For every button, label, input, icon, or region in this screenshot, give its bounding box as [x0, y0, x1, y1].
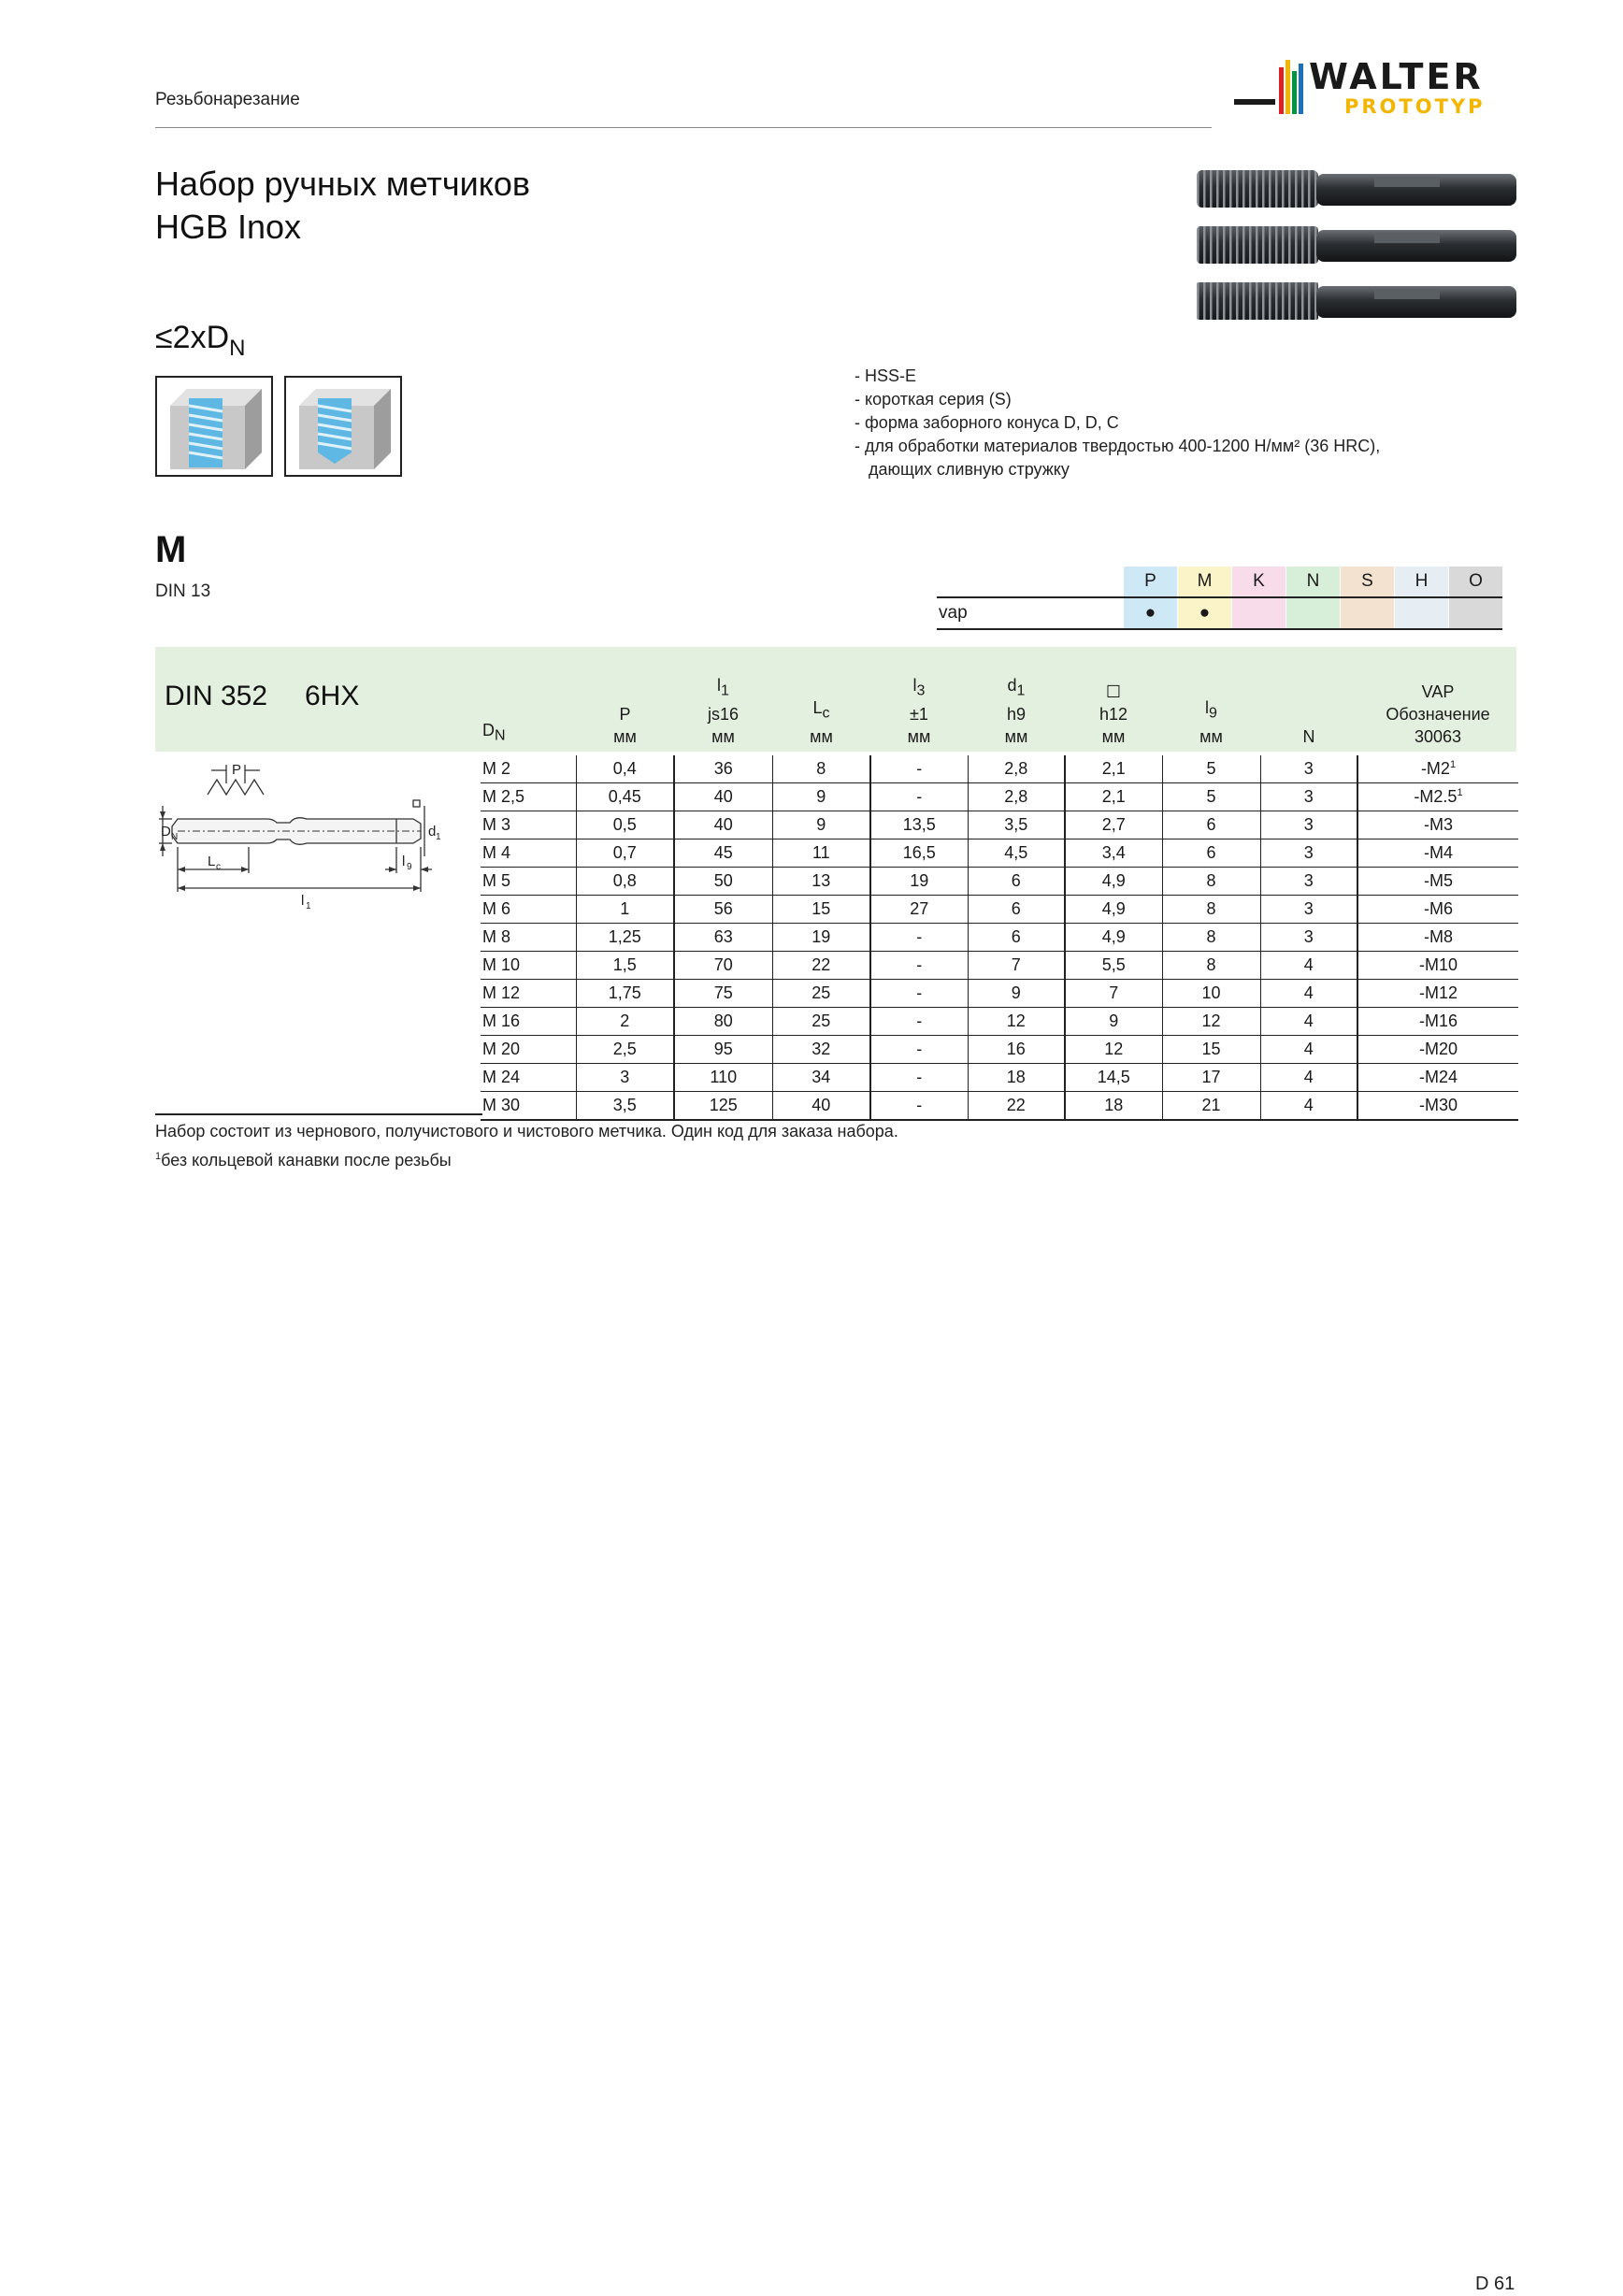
logo-subline: PROTOTYP — [1344, 95, 1486, 118]
cell-l3: - — [870, 1064, 968, 1092]
cell-dn: M 6 — [481, 896, 576, 924]
cell-sq: 7 — [1065, 980, 1162, 1008]
feature-item: - для обработки материалов твердостью 400-1200 Н/мм² (36 HRC), — [855, 437, 1381, 455]
cell-l9: 8 — [1162, 896, 1260, 924]
material-group-row — [937, 597, 1502, 629]
cell-l1: 40 — [674, 811, 772, 839]
cell-code: $-M2.5^1$ — [1357, 783, 1518, 811]
cell-l1: 36 — [674, 755, 772, 783]
cell-l9: 5 — [1162, 755, 1260, 783]
cell-l1: 70 — [674, 952, 772, 980]
cell-l9: 8 — [1162, 952, 1260, 980]
material-group-k: K — [1232, 567, 1286, 597]
material-group-s: S — [1341, 567, 1395, 597]
tap-image-taper — [1197, 165, 1516, 213]
cell-l3: 19 — [870, 868, 968, 896]
thread-standard: DIN 13 — [155, 581, 211, 601]
cell-p: 1 — [576, 896, 674, 924]
cell-code: -M20 — [1357, 1036, 1518, 1064]
cell-code: -M10 — [1357, 952, 1518, 980]
page-title-line2: HGB Inox — [155, 208, 302, 246]
cell-n: 4 — [1260, 1092, 1357, 1121]
cell-dn: M 20 — [481, 1036, 576, 1064]
cell-sq: 14,5 — [1065, 1064, 1162, 1092]
cell-lc: 40 — [772, 1092, 870, 1121]
material-applies-p: ● — [1124, 597, 1178, 629]
header-divider — [155, 127, 1212, 128]
footnote-mark: 1 — [1457, 787, 1463, 798]
cell-d1: 6 — [968, 868, 1065, 896]
cell-p: 0,8 — [576, 868, 674, 896]
note-set-composition: Набор состоит из чернового, получистового и чистового метчика. Один код для заказа набора. — [155, 1122, 898, 1141]
through-hole-icon — [155, 376, 273, 477]
cell-sq: 4,9 — [1065, 896, 1162, 924]
cell-sq: 4,9 — [1065, 924, 1162, 952]
cell-sq: 18 — [1065, 1092, 1162, 1121]
material-group-o: O — [1449, 567, 1503, 597]
cell-l1: 110 — [674, 1064, 772, 1092]
cell-n: 4 — [1260, 1064, 1357, 1092]
table-row — [481, 1008, 1518, 1036]
cell-p: 2 — [576, 1008, 674, 1036]
cell-code: -M5 — [1357, 868, 1518, 896]
cell-dn: M 2,5 — [481, 783, 576, 811]
cell-l9: 6 — [1162, 811, 1260, 839]
col-header-p: P мм — [613, 705, 637, 746]
cell-lc: 32 — [772, 1036, 870, 1064]
section-label: Резьбонарезание — [155, 90, 300, 109]
cell-n: 3 — [1260, 811, 1357, 839]
material-group-n: N — [1286, 567, 1341, 597]
cell-code: -M6 — [1357, 896, 1518, 924]
table-row — [481, 868, 1518, 896]
diagram-d1-sub: 1 — [436, 832, 441, 842]
diagram-l1-label: l — [301, 893, 305, 909]
table-header-row — [481, 662, 1518, 755]
cell-d1: 22 — [968, 1092, 1065, 1121]
cell-lc: 9 — [772, 811, 870, 839]
cell-l1: 95 — [674, 1036, 772, 1064]
cell-lc: 19 — [772, 924, 870, 952]
cell-d1: 18 — [968, 1064, 1065, 1092]
cell-lc: 13 — [772, 868, 870, 896]
cell-d1: 3,5 — [968, 811, 1065, 839]
table-row — [481, 924, 1518, 952]
cell-l1: 56 — [674, 896, 772, 924]
cell-n: 3 — [1260, 896, 1357, 924]
cell-n: 4 — [1260, 1036, 1357, 1064]
material-applies-n — [1286, 597, 1341, 629]
material-applies-k — [1232, 597, 1286, 629]
cell-l3: 16,5 — [870, 839, 968, 868]
table-body — [481, 755, 1518, 1120]
cell-code: -M12 — [1357, 980, 1518, 1008]
cell-l1: 125 — [674, 1092, 772, 1121]
material-group-p: P — [1124, 567, 1178, 597]
cell-l9: 12 — [1162, 1008, 1260, 1036]
thread-type: M — [155, 529, 187, 570]
cell-d1: 12 — [968, 1008, 1065, 1036]
diagram-pitch-label: P — [232, 762, 242, 778]
col-header-l9: $l_9$ мм — [1199, 698, 1223, 746]
cell-l3: - — [870, 1036, 968, 1064]
tap-spec-table — [481, 662, 1518, 1121]
cell-dn: M 8 — [481, 924, 576, 952]
cell-p: 3,5 — [576, 1092, 674, 1121]
material-applies-h — [1395, 597, 1449, 629]
walter-logo — [1234, 58, 1515, 135]
cell-d1: 2,8 — [968, 755, 1065, 783]
cell-n: 3 — [1260, 783, 1357, 811]
cell-l9: 8 — [1162, 924, 1260, 952]
table-row — [481, 952, 1518, 980]
cell-dn: M 12 — [481, 980, 576, 1008]
diagram-l9-sub: 9 — [407, 862, 412, 872]
cell-l3: 27 — [870, 896, 968, 924]
diagram-l1-sub: 1 — [306, 901, 311, 911]
cell-d1: 9 — [968, 980, 1065, 1008]
col-header-lc: $L_c$ мм — [810, 698, 833, 746]
cell-sq: 2,1 — [1065, 755, 1162, 783]
cell-dn: M 10 — [481, 952, 576, 980]
cell-l9: 21 — [1162, 1092, 1260, 1121]
cell-d1: 16 — [968, 1036, 1065, 1064]
cell-p: 2,5 — [576, 1036, 674, 1064]
cell-lc: 8 — [772, 755, 870, 783]
material-group-h: H — [1395, 567, 1449, 597]
cell-code: -M30 — [1357, 1092, 1518, 1121]
cell-n: 4 — [1260, 952, 1357, 980]
material-group-header — [937, 567, 1502, 597]
footnote-mark: 1 — [1449, 759, 1457, 770]
cell-l9: 6 — [1162, 839, 1260, 868]
table-row — [481, 1092, 1518, 1121]
cell-n: 4 — [1260, 980, 1357, 1008]
tap-image-bottoming — [1197, 277, 1516, 325]
tap-standard: DIN 352 — [165, 681, 268, 711]
page-title-line1: Набор ручных метчиков — [155, 165, 531, 203]
table-row — [481, 755, 1518, 783]
cell-code: -M3 — [1357, 811, 1518, 839]
table-row — [481, 783, 1518, 811]
feature-item: - форма заборного конуса D, D, C — [855, 413, 1119, 432]
cell-p: 0,7 — [576, 839, 674, 868]
cell-l1: 75 — [674, 980, 772, 1008]
diagram-lc-sub: c — [216, 862, 221, 872]
feature-list — [855, 365, 1380, 481]
table-row — [481, 896, 1518, 924]
cell-l1: 40 — [674, 783, 772, 811]
cell-dn: M 16 — [481, 1008, 576, 1036]
cell-d1: 7 — [968, 952, 1065, 980]
cell-p: 0,4 — [576, 755, 674, 783]
col-header-d1: $d_1$ h9 мм — [1004, 676, 1028, 746]
col-header-n: N — [1302, 727, 1315, 746]
cell-code: -M16 — [1357, 1008, 1518, 1036]
cell-sq: 2,1 — [1065, 783, 1162, 811]
note-footnote: $^1$без кольцевой канавки после резьбы — [155, 1151, 452, 1170]
diagram-dn-sub: N — [171, 832, 179, 842]
cell-lc: 22 — [772, 952, 870, 980]
cell-n: 3 — [1260, 755, 1357, 783]
col-header-l1: $l_1$ js16 мм — [707, 676, 740, 746]
cell-code: -M4 — [1357, 839, 1518, 868]
cell-p: 0,5 — [576, 811, 674, 839]
tap-dimension-diagram — [155, 753, 441, 922]
cell-lc: 11 — [772, 839, 870, 868]
page-number: D 61 — [1475, 2274, 1515, 2294]
cell-d1: 2,8 — [968, 783, 1065, 811]
table-row — [481, 839, 1518, 868]
material-applies-o — [1449, 597, 1503, 629]
logo-bars-icon — [1234, 58, 1309, 135]
cell-l9: 15 — [1162, 1036, 1260, 1064]
cell-dn: M 4 — [481, 839, 576, 868]
depth-label: $\le 2xD_N$ — [155, 320, 246, 361]
cell-sq: 12 — [1065, 1036, 1162, 1064]
cell-l3: - — [870, 1008, 968, 1036]
cell-d1: 6 — [968, 924, 1065, 952]
tap-image-intermediate — [1197, 221, 1516, 269]
cell-l9: 5 — [1162, 783, 1260, 811]
cell-dn: M 24 — [481, 1064, 576, 1092]
cell-l1: 45 — [674, 839, 772, 868]
cell-code: $-M2^1$ — [1357, 755, 1518, 783]
cell-sq: 9 — [1065, 1008, 1162, 1036]
diagram-dn-label: D — [161, 824, 171, 839]
material-applies-m: ● — [1178, 597, 1232, 629]
cell-l3: - — [870, 755, 968, 783]
table-row — [481, 980, 1518, 1008]
cell-l3: - — [870, 783, 968, 811]
col-header-dn: $D_N$ — [482, 721, 506, 744]
material-group-table — [937, 567, 1502, 630]
cell-sq: 3,4 — [1065, 839, 1162, 868]
cell-dn: M 2 — [481, 755, 576, 783]
cell-dn: M 5 — [481, 868, 576, 896]
feature-item: дающих сливную стружку — [855, 460, 1070, 479]
material-applies-s — [1341, 597, 1395, 629]
cell-code: -M24 — [1357, 1064, 1518, 1092]
cell-l1: 50 — [674, 868, 772, 896]
table-row — [481, 811, 1518, 839]
cell-dn: M 30 — [481, 1092, 576, 1121]
cell-lc: 25 — [772, 1008, 870, 1036]
material-row-label: vap — [937, 597, 1124, 629]
cell-n: 3 — [1260, 839, 1357, 868]
cell-n: 3 — [1260, 868, 1357, 896]
cell-p: 3 — [576, 1064, 674, 1092]
cell-l9: 10 — [1162, 980, 1260, 1008]
cell-lc: 9 — [772, 783, 870, 811]
diagram-l9-label: l — [402, 854, 406, 869]
table-bottom-rule — [155, 1113, 482, 1115]
cell-l3: - — [870, 952, 968, 980]
cell-l3: 13,5 — [870, 811, 968, 839]
feature-item: - короткая серия (S) — [855, 390, 1012, 409]
cell-code: -M8 — [1357, 924, 1518, 952]
cell-n: 3 — [1260, 924, 1357, 952]
cell-l3: - — [870, 1092, 968, 1121]
diagram-lc-label: L — [208, 854, 216, 869]
cell-p: 1,75 — [576, 980, 674, 1008]
table-row — [481, 1064, 1518, 1092]
cell-dn: M 3 — [481, 811, 576, 839]
cell-p: 1,25 — [576, 924, 674, 952]
diagram-d1-label: d — [428, 824, 437, 839]
cell-l3: - — [870, 980, 968, 1008]
cell-d1: 6 — [968, 896, 1065, 924]
col-header-vap: VAP Обозначение 30063 — [1386, 682, 1490, 746]
cell-sq: 5,5 — [1065, 952, 1162, 980]
cell-d1: 4,5 — [968, 839, 1065, 868]
cell-n: 4 — [1260, 1008, 1357, 1036]
cell-lc: 15 — [772, 896, 870, 924]
blind-hole-icon — [284, 376, 402, 477]
cell-sq: 2,7 — [1065, 811, 1162, 839]
cell-l9: 17 — [1162, 1064, 1260, 1092]
cell-l9: 8 — [1162, 868, 1260, 896]
feature-item: - HSS-E — [855, 366, 917, 385]
cell-sq: 4,9 — [1065, 868, 1162, 896]
table-row — [481, 1036, 1518, 1064]
cell-p: 0,45 — [576, 783, 674, 811]
tolerance-class: 6HX — [305, 681, 360, 711]
material-group-m: M — [1178, 567, 1232, 597]
col-header-square: ☐ h12 мм — [1099, 682, 1128, 746]
cell-lc: 25 — [772, 980, 870, 1008]
cell-l3: - — [870, 924, 968, 952]
col-header-l3: $l_3$ ±1 мм — [907, 676, 931, 746]
logo-wordmark: WALTER — [1309, 56, 1484, 97]
cell-l1: 63 — [674, 924, 772, 952]
cell-lc: 34 — [772, 1064, 870, 1092]
cell-p: 1,5 — [576, 952, 674, 980]
cell-l1: 80 — [674, 1008, 772, 1036]
